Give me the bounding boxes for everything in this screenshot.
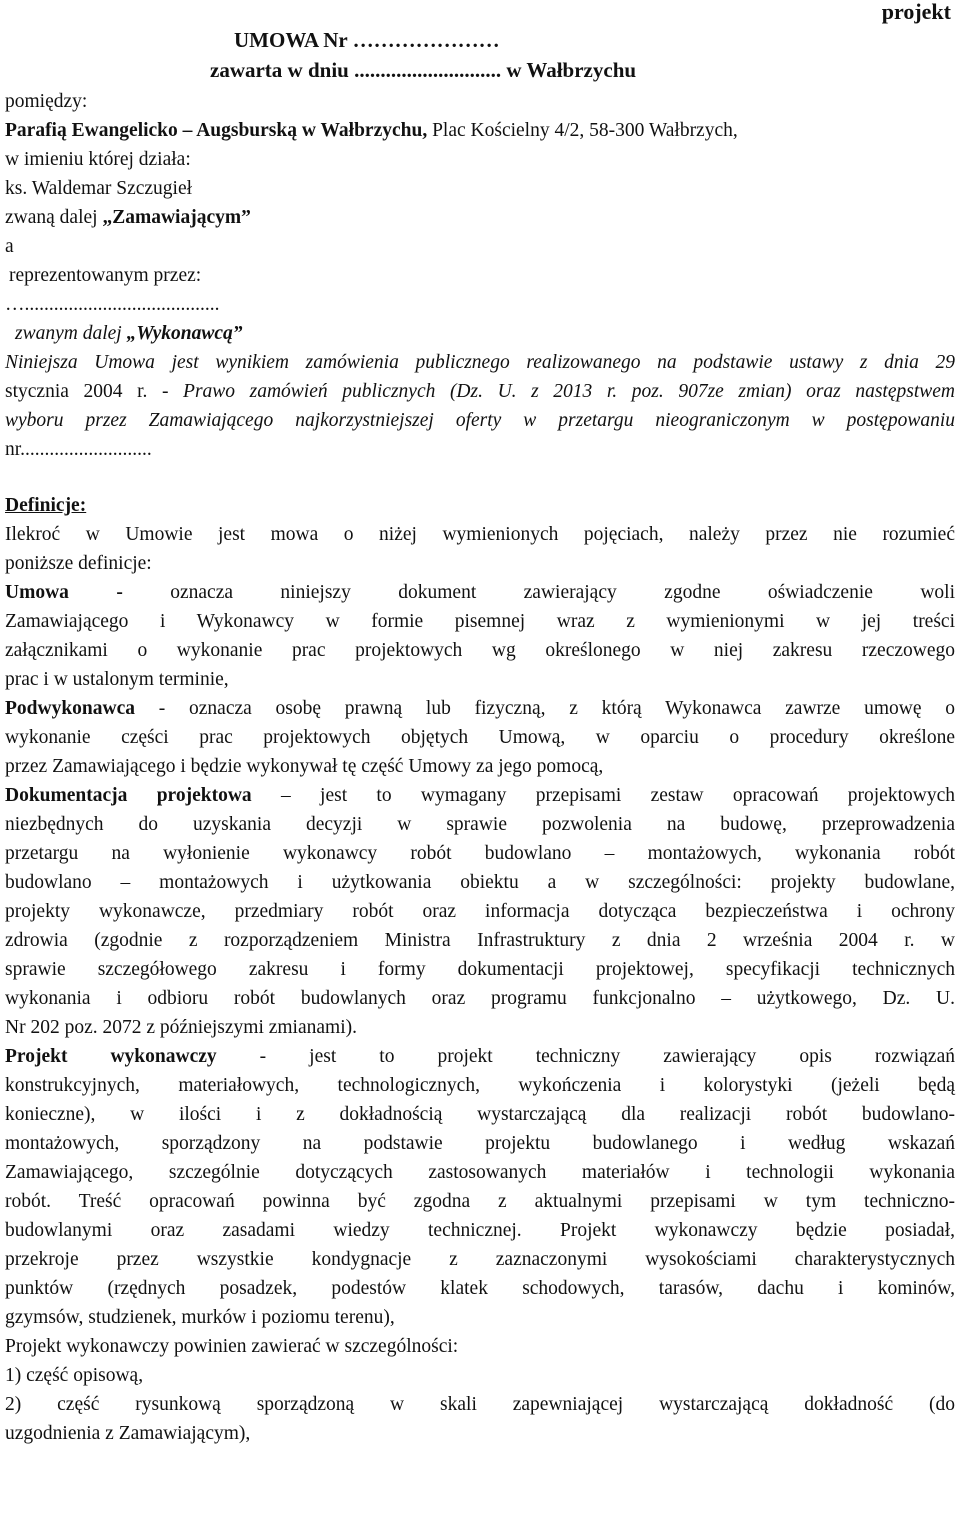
intro-line-3: wyboru przez Zamawiającego najkorzystniejszej oferty w przetargu nieograniczonym w postępowaniu xyxy=(5,410,955,431)
intro-line-2 xyxy=(5,377,955,406)
podw-term: Podwykonawca xyxy=(5,698,136,719)
dok-line-7: sprawie szczegółowego zakresu i formy dokumentacji projektowej, specyfikacji technicznych xyxy=(5,959,955,980)
definitions-heading: Definicje: xyxy=(5,495,87,516)
and-label: a xyxy=(5,236,14,257)
contractor-alias-prefix: zwanym dalej xyxy=(15,323,127,344)
intro-line-4: nr........................... xyxy=(5,439,152,460)
dok-text-1: – jest to wymagany przepisami zestaw opracowań projektowych xyxy=(251,785,955,806)
contract-subtitle: zawarta w dniu ............................ w Wałbrzychu xyxy=(210,58,637,82)
umowa-line-2: Zamawiającego i Wykonawcy w formie pisemnej wraz z wymienionymi w jej treści xyxy=(5,611,955,632)
dok-line-4: budowlano – montażowych i użytkowania obiektu a w szczególności: projekty budowlane, xyxy=(5,872,955,893)
pw-line-3: konieczne), w ilości i z dokładnością wystarczającą dla realizacji robót budowlano- xyxy=(5,1104,955,1125)
dok-line-1 xyxy=(5,781,955,810)
pw-term: Projekt wykonawczy xyxy=(5,1046,217,1067)
party1-name: Parafią Ewangelicko – Augsburską w Wałbrzychu, xyxy=(5,120,428,141)
dok-line-2: niezbędnych do uzyskania decyzji w sprawie pozwolenia na budowę, przeprowadzenia xyxy=(5,814,955,835)
pw-line-1 xyxy=(5,1042,955,1071)
pw-line-2: konstrukcyjnych, materiałowych, technologicznych, wykończenia i kolorystyki (jeżeli będą xyxy=(5,1075,955,1096)
pw-line-10: gzymsów, studzienek, murków i poziomu terenu), xyxy=(5,1307,395,1328)
intro-line-1: Niniejsza Umowa jest wynikiem zamówienia publicznego realizowanego na podstawie ustawy z dnia 29 xyxy=(5,352,955,373)
contract-title: UMOWA Nr ………………… xyxy=(234,28,500,52)
list-item-1: 1) część opisową, xyxy=(5,1365,144,1386)
project-badge: projekt xyxy=(881,0,951,24)
pw-line-9: punktów (rzędnych posadzek, podestów klatek schodowych, tarasów, dachu i kominów, xyxy=(5,1278,955,1299)
umowa-term: Umowa - xyxy=(5,582,123,603)
client-alias-prefix: zwaną dalej xyxy=(5,207,103,228)
client-alias-name: „Zamawiającym” xyxy=(102,207,251,228)
def-intro-line-1: Ilekroć w Umowie jest mowa o niżej wymienionych pojęciach, należy przez nie rozumieć xyxy=(5,524,955,545)
contractor-alias-line xyxy=(15,319,243,348)
def-intro-line-2: poniższe definicje: xyxy=(5,553,152,574)
pw-line-8: przekroje przez wszystkie kondygnacje z zaznaczonymi wysokościami charakterystycznych xyxy=(5,1249,955,1270)
dok-line-8: wykonania i odbioru robót budowlanych oraz programu funkcjonalno – użytkowego, Dz. U. xyxy=(5,988,955,1009)
dok-line-6: zdrowia (zgodnie z rozporządzeniem Ministra Infrastruktury z dnia 2 września 2004 r. w xyxy=(5,930,955,951)
contractor-alias-name: „Wykonawcą” xyxy=(126,323,243,344)
intro-date: stycznia 2004 r. xyxy=(5,381,148,402)
on-behalf-label: w imieniu której działa: xyxy=(5,149,191,170)
podw-line-1 xyxy=(5,694,955,723)
pw-line-5: Zamawiającego, szczególnie dotyczących zastosowanych materiałów i technologii wykonania xyxy=(5,1162,955,1183)
dok-term: Dokumentacja projektowa xyxy=(5,785,252,806)
umowa-line-4: prac i w ustalonym terminie, xyxy=(5,669,229,690)
pw-line-7: budowlanymi oraz zasadami wiedzy technicznej. Projekt wykonawczy będzie posiadał, xyxy=(5,1220,955,1241)
client-alias-line xyxy=(5,203,251,232)
podw-line-3: przez Zamawiającego i będzie wykonywał tę część Umowy za jego pomocą, xyxy=(5,756,604,777)
between-label: pomiędzy: xyxy=(5,91,88,112)
representative-name: ks. Waldemar Szczugieł xyxy=(5,178,193,199)
pw-line-6: robót. Treść opracowań powinna być zgodna z aktualnymi przepisami w tym techniczno- xyxy=(5,1191,955,1212)
pw-line-4: montażowych, sporządzony na podstawie projektu budowlanego i według wskazań xyxy=(5,1133,955,1154)
dok-line-5: projekty wykonawcze, przedmiary robót oraz informacja dotycząca bezpieczeństwa i ochrony xyxy=(5,901,955,922)
represented-by-label: reprezentowanym przez: xyxy=(9,265,202,286)
intro-law: - Prawo zamówień publicznych (Dz. U. z 2013 r. poz. 907ze zmian) oraz następstwem xyxy=(147,381,955,402)
dok-line-9: Nr 202 poz. 2072 z późniejszymi zmianami). xyxy=(5,1017,357,1038)
dok-line-3: przetargu na wyłonienie wykonawcy robót budowlano – montażowych, wykonania robót xyxy=(5,843,955,864)
pw-should-contain: Projekt wykonawczy powinien zawierać w szczególności: xyxy=(5,1336,459,1357)
party1-line xyxy=(5,116,738,145)
list-item-2-line-2: uzgodnienia z Zamawiającym), xyxy=(5,1423,251,1444)
umowa-line-1 xyxy=(5,578,955,607)
umowa-text-1: oznacza niniejszy dokument zawierający zgodne oświadczenie woli xyxy=(122,582,955,603)
pw-text-1: - jest to projekt techniczny zawierający opis rozwiązań xyxy=(216,1046,955,1067)
umowa-line-3: załącznikami o wykonanie prac projektowych wg określonego w niej zakresu rzeczowego xyxy=(5,640,955,661)
list-item-2-line-1: 2) część rysunkową sporządzoną w skali zapewniającej wystarczającą dokładność (do xyxy=(5,1394,955,1415)
podw-line-2: wykonanie części prac projektowych objętych Umową, w oparciu o procedury określone xyxy=(5,727,955,748)
party1-address: Plac Kościelny 4/2, 58-300 Wałbrzych, xyxy=(427,120,738,141)
contractor-placeholder: …........................................ xyxy=(5,294,220,315)
podw-text-1: - oznacza osobę prawną lub fizyczną, z którą Wykonawca zawrze umowę o xyxy=(135,698,955,719)
